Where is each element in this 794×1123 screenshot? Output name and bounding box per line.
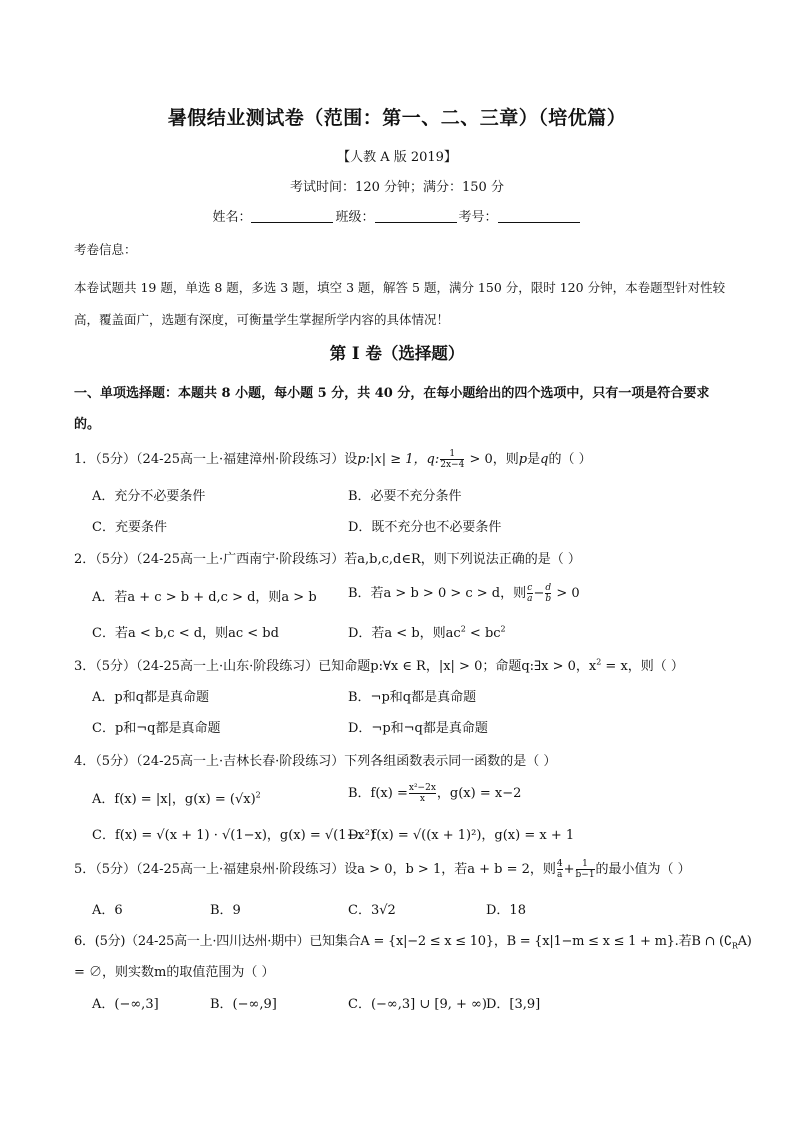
- q6-option-c[interactable]: C．(−∞,3] ∪ [9, + ∞): [348, 997, 487, 1012]
- edition-label: 【人教 A 版 2019】: [337, 150, 457, 165]
- section-instructions: 一、单项选择题：本题共 8 小题，每小题 5 分，共 40 分，在每小题给出的四个选项中，只有一项是符合要求的。: [74, 386, 710, 432]
- q1-option-d[interactable]: D．既不充分也不必要条件: [348, 520, 502, 535]
- q4-option-a[interactable]: A．f(x) = |x|，$g(x) = (√x)^2$: [92, 790, 261, 807]
- q3-option-c[interactable]: C．p和¬q都是真命题: [92, 721, 221, 736]
- q3-option-a[interactable]: A．p和q都是真命题: [92, 690, 210, 705]
- info-label: 考卷信息：: [74, 242, 137, 257]
- fraction: $\frac{\text{x²−2x}}{x}$: [408, 783, 436, 804]
- fraction: $\frac{1}{b-1}$: [575, 859, 595, 880]
- q2-option-d[interactable]: D．若a < b，则$ac^2 < bc^2$: [348, 624, 506, 641]
- fraction: $\frac{c}{a}$: [527, 583, 533, 604]
- fraction: $\frac{1}{2x-4}$: [440, 449, 465, 470]
- question-6-stem: 6．(5分)（24-25高一上·四川达州·期中）已知集合A = {x|−2 ≤ x ≤ 10}，B = {x|1−m ≤ x ≤ 1 + m}.若B ∩ $(∁_RA)$: [74, 934, 752, 951]
- student-fields: [0, 206, 794, 225]
- q2-option-a[interactable]: A．若a + c > b + d,c > d，则a > b: [92, 590, 317, 605]
- q6-option-b[interactable]: B．(−∞,9]: [210, 997, 277, 1012]
- q4-option-c[interactable]: C．f(x) = √(x + 1) · √(1−x)，g(x) = √(1−x²): [92, 828, 375, 843]
- q5-option-c[interactable]: C．3√2: [348, 903, 396, 918]
- q1-option-a[interactable]: A．充分不必要条件: [92, 489, 206, 504]
- q3-option-b[interactable]: B．¬p和q都是真命题: [348, 690, 477, 705]
- fraction: $\frac{4}{a}$: [556, 859, 563, 880]
- class-label: 班级：: [335, 210, 375, 225]
- question-4-stem: 4．（5分）（24-25高一上·吉林长春·阶段练习）下列各组函数表示同一函数的是（ ）: [74, 754, 557, 769]
- number-label: 考号：: [458, 210, 498, 225]
- name-blank[interactable]: [251, 209, 333, 223]
- class-blank[interactable]: [375, 209, 457, 223]
- q6-option-a[interactable]: A．(−∞,3]: [92, 997, 159, 1012]
- q1-option-b[interactable]: B．必要不充分条件: [348, 489, 462, 504]
- q2-option-b[interactable]: B．若a > b > 0 > c > d，则 $\frac{c}{a}$ − $\frac{d}{b}$ > 0: [348, 583, 580, 604]
- q5-option-d[interactable]: D．18: [486, 903, 526, 918]
- name-label: 姓名：: [212, 210, 252, 225]
- q4-option-b[interactable]: B．f(x) = $\frac{\text{x²−2x}}{x}$ ，g(x) = x−2: [348, 783, 522, 804]
- q6-option-d[interactable]: D．[3,9]: [486, 997, 541, 1012]
- q4-option-d[interactable]: D．f(x) = √((x + 1)²)，g(x) = x + 1: [348, 828, 575, 843]
- exam-time: 考试时间：120 分钟；满分：150 分: [290, 180, 504, 195]
- question-5-stem: 5．（5分）（24-25高一上·福建泉州·阶段练习）设a > 0，b > 1，若a + b = 2，则 $\frac{4}{a}$ + $\frac{1}{b-1}$ 的最小值为（ ）: [74, 859, 691, 880]
- q2-option-c[interactable]: C．若a < b,c < d，则ac < bd: [92, 626, 279, 641]
- question-1-stem: 1．（5分）（24-25高一上·福建漳州·阶段练习）设p:|x| ≥ 1，q: $\frac{1}{2x-4}$ > 0，则p是q的（ ）: [74, 449, 592, 470]
- exam-title: 暑假结业测试卷（范围：第一、二、三章）（培优篇）: [167, 107, 627, 129]
- q5-option-b[interactable]: B．9: [210, 903, 241, 918]
- number-blank[interactable]: [498, 209, 580, 223]
- question-2-stem: 2．（5分）（24-25高一上·广西南宁·阶段练习）若a,b,c,d∈R，则下列说法正确的是（ ）: [74, 552, 581, 567]
- section-title: 第 I 卷（选择题）: [329, 344, 465, 363]
- question-6-stem-line2: = ∅，则实数m的取值范围为（ ）: [74, 965, 275, 980]
- info-body: 本卷试题共 19 题，单选 8 题，多选 3 题，填空 3 题，解答 5 题，满分 150 分，限时 120 分钟，本卷题型针对性较高，覆盖面广，选题有深度，可衡量学生掌握所学内容的具体情况！: [74, 280, 726, 327]
- question-3-stem: 3．（5分）（24-25高一上·山东·阶段练习）已知命题p:∀x ∈ R，|x| > 0；命题q:∃x > 0，$x^2 = x$，则（ ）: [74, 657, 684, 674]
- q1-option-c[interactable]: C．充要条件: [92, 520, 167, 535]
- q3-option-d[interactable]: D．¬p和¬q都是真命题: [348, 721, 488, 736]
- fraction: $\frac{d}{b}$: [545, 583, 552, 604]
- q5-option-a[interactable]: A．6: [92, 903, 123, 918]
